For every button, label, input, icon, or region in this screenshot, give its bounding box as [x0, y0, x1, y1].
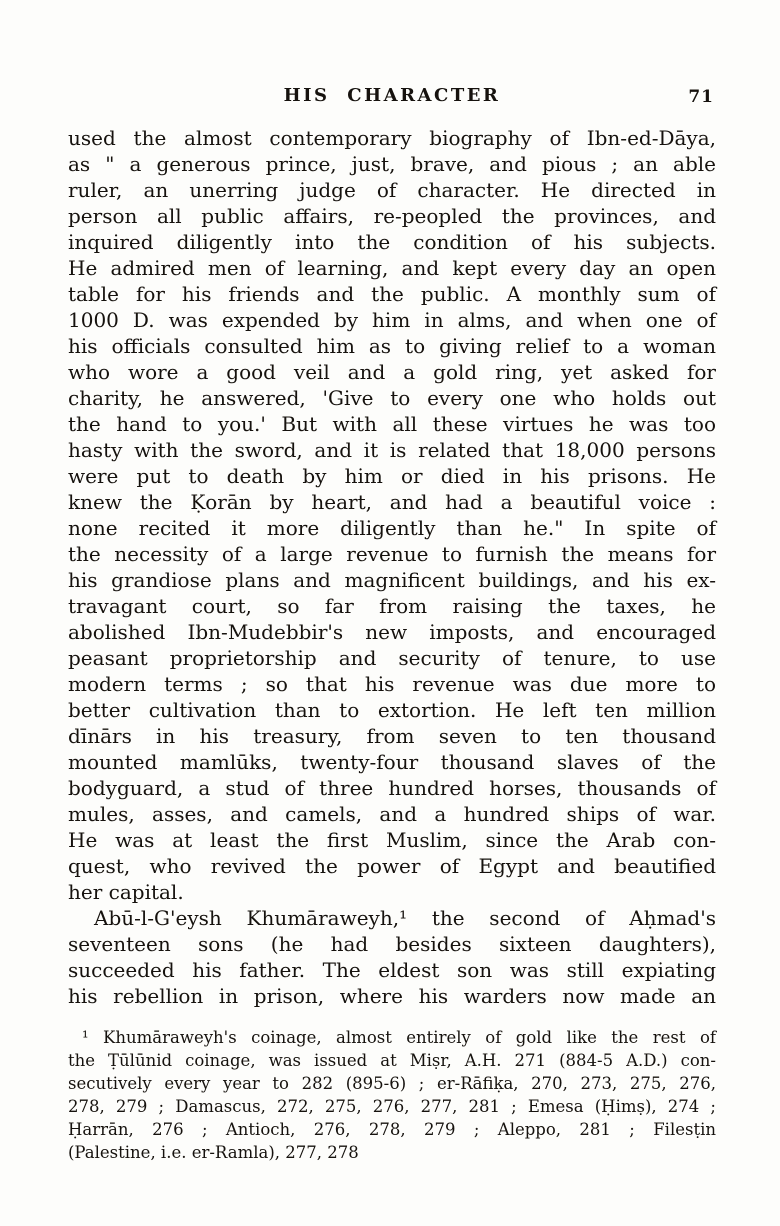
- paragraph-character-description: [68, 125, 716, 905]
- text-line: ruler, an unerring judge of character. He directed in: [68, 178, 716, 202]
- text-line: the necessity of a large revenue to furnish the means for: [68, 542, 716, 566]
- footnote-line: the Ṭūlūnid coinage, was issued at Miṣr, A.H. 271 (884-5 A.D.) con-: [68, 1051, 716, 1070]
- page-number: 71: [688, 87, 714, 107]
- text-line: his grandiose plans and magnificent buildings, and his ex-: [68, 568, 716, 592]
- text-line: succeeded his father. The eldest son was still expiating: [68, 958, 716, 982]
- text-line: travagant court, so far from raising the taxes, he: [68, 594, 716, 618]
- body-text: [68, 125, 716, 1009]
- text-line: his rebellion in prison, where his warders now made an: [68, 984, 716, 1008]
- running-head: [68, 84, 716, 108]
- text-line: seventeen sons (he had besides sixteen daughters),: [68, 932, 716, 956]
- text-line: dīnārs in his treasury, from seven to ten thousand: [68, 724, 716, 748]
- text-line: abolished Ibn-Mudebbir's new imposts, and encouraged: [68, 620, 716, 644]
- footnote-line: secutively every year to 282 (895-6) ; er-Rāfiḳa, 270, 273, 275, 276,: [68, 1074, 716, 1093]
- footnote-line: 278, 279 ; Damascus, 272, 275, 276, 277, 281 ; Emesa (Ḥimṣ), 274 ;: [68, 1097, 716, 1116]
- text-line: as " a generous prince, just, brave, and pious ; an able: [68, 152, 716, 176]
- text-line: table for his friends and the public. A monthly sum of: [68, 282, 716, 306]
- text-line: 1000 D. was expended by him in alms, and when one of: [68, 308, 716, 332]
- text-line: He admired men of learning, and kept every day an open: [68, 256, 716, 280]
- text-line: quest, who revived the power of Egypt and beautified: [68, 854, 716, 878]
- text-line: mules, asses, and camels, and a hundred ships of war.: [68, 802, 716, 826]
- text-line: hasty with the sword, and it is related that 18,000 persons: [68, 438, 716, 462]
- text-line: his officials consulted him as to giving relief to a woman: [68, 334, 716, 358]
- text-line: bodyguard, a stud of three hundred horses, thousands of: [68, 776, 716, 800]
- paragraph-khumaraweyh-succession: [68, 905, 716, 1009]
- page-content: [68, 84, 716, 1164]
- footnote-line: ¹ Khumāraweyh's coinage, almost entirely of gold like the rest of: [82, 1028, 716, 1047]
- text-line: used the almost contemporary biography of Ibn-ed-Dāya,: [68, 126, 716, 150]
- text-line: Abū-l-G'eysh Khumāraweyh,¹ the second of Aḥmad's: [94, 906, 716, 930]
- text-line: who wore a good veil and a gold ring, yet asked for: [68, 360, 716, 384]
- text-line: none recited it more diligently than he." In spite of: [68, 516, 716, 540]
- text-line: modern terms ; so that his revenue was due more to: [68, 672, 716, 696]
- text-line: mounted mamlūks, twenty-four thousand slaves of the: [68, 750, 716, 774]
- text-line: charity, he answered, 'Give to every one who holds out: [68, 386, 716, 410]
- text-line: the hand to you.' But with all these virtues he was too: [68, 412, 716, 436]
- text-line: peasant proprietorship and security of tenure, to use: [68, 646, 716, 670]
- text-line: knew the Ḳorān by heart, and had a beautiful voice :: [68, 490, 716, 514]
- text-line: were put to death by him or died in his prisons. He: [68, 464, 716, 488]
- footnote-line: Ḥarrān, 276 ; Antioch, 276, 278, 279 ; Aleppo, 281 ; Filesṭin: [68, 1120, 716, 1139]
- text-line: better cultivation than to extortion. He left ten million: [68, 698, 716, 722]
- text-line: her capital.: [68, 880, 184, 904]
- text-line: inquired diligently into the condition of his subjects.: [68, 230, 716, 254]
- text-line: He was at least the first Muslim, since the Arab con-: [68, 828, 716, 852]
- footnote-line: (Palestine, i.e. er-Ramla), 277, 278: [68, 1143, 359, 1162]
- text-line: person all public affairs, re-peopled the provinces, and: [68, 204, 716, 228]
- running-title: HIS CHARACTER: [283, 85, 501, 106]
- footnote-coinage: [68, 1026, 716, 1164]
